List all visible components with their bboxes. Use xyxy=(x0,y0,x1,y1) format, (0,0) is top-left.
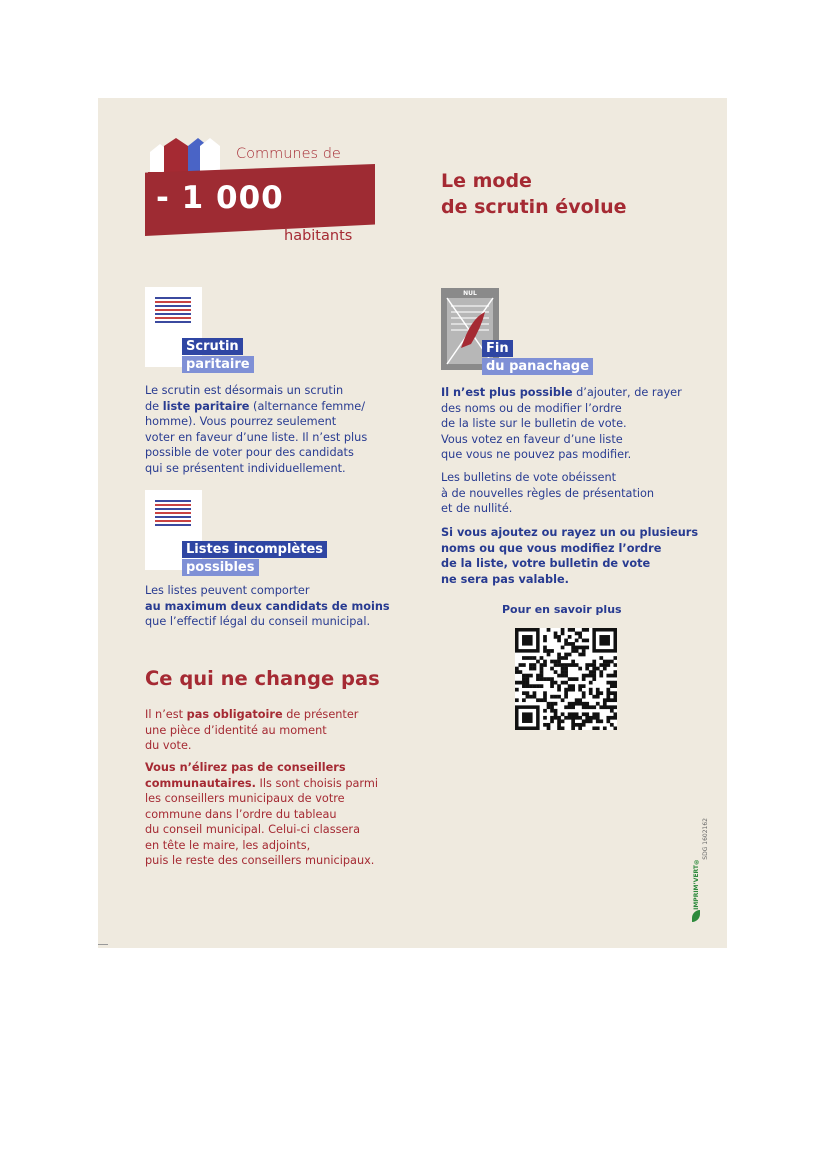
scrutin-paritaire-text: Le scrutin est désormais un scrutin de liste paritaire (alternance femme/ homme). Vous pourrez seulement voter en faveur d’une liste. Il n’est plus possible de voter pour des candidats qui se présentent individuellement. xyxy=(145,384,368,475)
ballot-document-icon xyxy=(145,490,202,570)
nul-ballot-icon: NUL xyxy=(441,288,499,370)
fin-panachage-text: Il n’est plus possible d’ajouter, de rayer des noms ou de modifier l’ordre de la liste sur le bulletin de vote. Vous votez en faveur d’une liste que vous ne pouvez pas modifier. xyxy=(441,386,682,461)
crop-mark xyxy=(98,944,108,945)
panachage-tag: du panachage xyxy=(482,358,593,375)
qr-code[interactable] xyxy=(515,628,617,730)
communes-de-label: Communes de xyxy=(236,146,341,162)
scrutin-tag: Scrutin xyxy=(182,338,243,355)
identity-text: Il n’est pas obligatoire de présenter une pièce d’identité au moment du vote. xyxy=(145,708,359,752)
validity-warning-text: Si vous ajoutez ou rayez un ou plusieurs noms ou que vous modifiez l’ordre de la liste, votre bulletin de vote ne sera pas valable. xyxy=(441,526,699,586)
listes-incompletes-tag: Listes incomplètes xyxy=(182,541,327,558)
fin-tag: Fin xyxy=(482,340,513,357)
possibles-tag: possibles xyxy=(182,559,259,576)
listes-incompletes-text: Les listes peuvent comporter au maximum deux candidats de moins que l’effectif légal du conseil municipal. xyxy=(145,584,390,628)
conseillers-text: Vous n’élirez pas de conseillers communautaires. Ils sont choisis parmi les conseillers municipaux de votre commune dans l’ordre du tableau du conseil municipal. Celui-ci classera en tête le maire, les adjoints, puis le reste des conseillers municipaux. xyxy=(145,761,379,867)
qr-title: Pour en savoir plus xyxy=(502,603,622,616)
ballot-document-icon xyxy=(145,287,202,367)
population-number: - 1 000 xyxy=(156,180,284,216)
imprimvert-logo: IMPRIM’VERT® xyxy=(693,858,700,910)
page-title: Le mode de scrutin évolue xyxy=(441,170,627,218)
print-code: SDG 1602162 xyxy=(702,818,709,860)
poster xyxy=(98,98,727,948)
habitants-label: habitants xyxy=(284,228,353,244)
section-title-ce-qui-ne-change-pas: Ce qui ne change pas xyxy=(145,667,380,690)
bulletins-text: Les bulletins de vote obéissent à de nouvelles règles de présentation et de nullité. xyxy=(441,471,655,515)
paritaire-tag: paritaire xyxy=(182,356,254,373)
leaf-icon xyxy=(692,910,700,922)
